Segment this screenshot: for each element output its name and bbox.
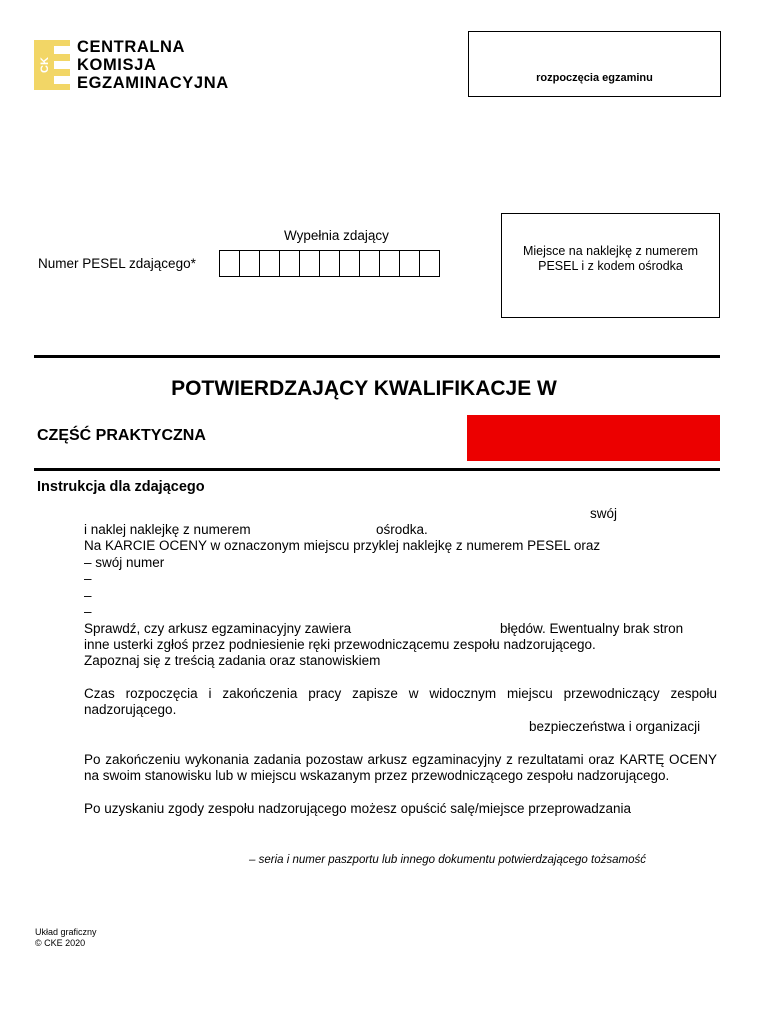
pesel-digit-cell[interactable]: [219, 250, 240, 277]
top-divider: [34, 355, 720, 358]
instr-line3: Na KARCIE OCENY w oznaczonym miejscu przyklej naklejkę z numerem PESEL oraz: [84, 538, 601, 553]
sticker-placeholder-text: Miejsce na naklejkę z numerem PESEL i z kodem ośrodka: [522, 244, 699, 273]
pesel-digit-cell[interactable]: [259, 250, 280, 277]
exam-start-box: [468, 31, 721, 97]
instr-check-b: błędów. Ewentualny brak stron: [500, 621, 684, 636]
instr-dash-1: – swój numer: [84, 555, 165, 570]
pesel-input[interactable]: [219, 250, 440, 277]
pesel-digit-cell[interactable]: [379, 250, 400, 277]
instr-check-a: Sprawdź, czy arkusz egzaminacyjny zawiera: [84, 621, 352, 636]
pesel-digit-cell[interactable]: [239, 250, 260, 277]
logo-line-2: KOMISJA: [77, 56, 157, 74]
cke-logo-icon: [34, 40, 70, 90]
exam-start-label: rozpoczęcia egzaminu: [536, 72, 653, 84]
pesel-digit-cell[interactable]: [279, 250, 300, 277]
instr-dash-3: –: [84, 588, 92, 603]
sticker-placeholder-box: [501, 213, 720, 318]
pesel-digit-cell[interactable]: [399, 250, 420, 277]
pesel-label: Numer PESEL zdającego*: [38, 256, 196, 271]
svg-text:CK: CK: [38, 57, 51, 73]
part-label: CZĘŚĆ PRAKTYCZNA: [37, 427, 206, 444]
instr-dash-4: –: [84, 604, 92, 619]
fill-by-candidate-label: Wypełnia zdający: [284, 228, 389, 243]
footer-layout-label: Układ graficzny: [35, 927, 97, 937]
instr-time-paragraph: Czas rozpoczęcia i zakończenia pracy zapisze w widocznym miejscu przewodniczący zespołu nadzorującego.: [84, 686, 717, 717]
page-title: POTWIERDZAJĄCY KWALIFIKACJE W: [171, 377, 557, 400]
instr-line2-b: ośrodka.: [376, 522, 428, 537]
instr-safety: bezpieczeństwa i organizacji: [529, 719, 701, 734]
bottom-divider: [34, 468, 720, 471]
footer: [35, 927, 97, 949]
pesel-digit-cell[interactable]: [319, 250, 340, 277]
id-footnote: – seria i numer paszportu lub innego dokumentu potwierdzającego tożsamość: [249, 854, 646, 866]
footer-copyright: © CKE 2020: [35, 938, 86, 948]
logo-line-1: CENTRALNA: [77, 38, 186, 56]
logo-text: [77, 38, 229, 92]
instructions-heading: Instrukcja dla zdającego: [37, 479, 205, 495]
instr-check-d: Zapoznaj się z treścią zadania oraz stanowiskiem: [84, 653, 381, 668]
instr-check-c: inne usterki zgłoś przez podniesienie ręki przewodniczącemu zespołu nadzorującego.: [84, 637, 596, 652]
instr-line2-a: i naklej naklejkę z numerem: [84, 522, 251, 537]
instr-line1-tail: swój: [590, 506, 618, 521]
red-marker-bar: [467, 415, 720, 461]
pesel-digit-cell[interactable]: [299, 250, 320, 277]
logo-line-3: EGZAMINACYJNA: [77, 74, 229, 92]
pesel-digit-cell[interactable]: [419, 250, 440, 277]
instr-after-paragraph: Po zakończeniu wykonania zadania pozostaw arkusz egzaminacyjny z rezultatami oraz KARTĘ OCENY na swoim stanowisku lub w miejscu wskazanym przez przewodniczącego zespołu nadzorującego.: [84, 752, 717, 783]
instr-dash-2: –: [84, 571, 92, 586]
pesel-digit-cell[interactable]: [339, 250, 360, 277]
pesel-digit-cell[interactable]: [359, 250, 380, 277]
instr-leave: Po uzyskaniu zgody zespołu nadzorującego możesz opuścić salę/miejsce przeprowadzania: [84, 801, 632, 816]
